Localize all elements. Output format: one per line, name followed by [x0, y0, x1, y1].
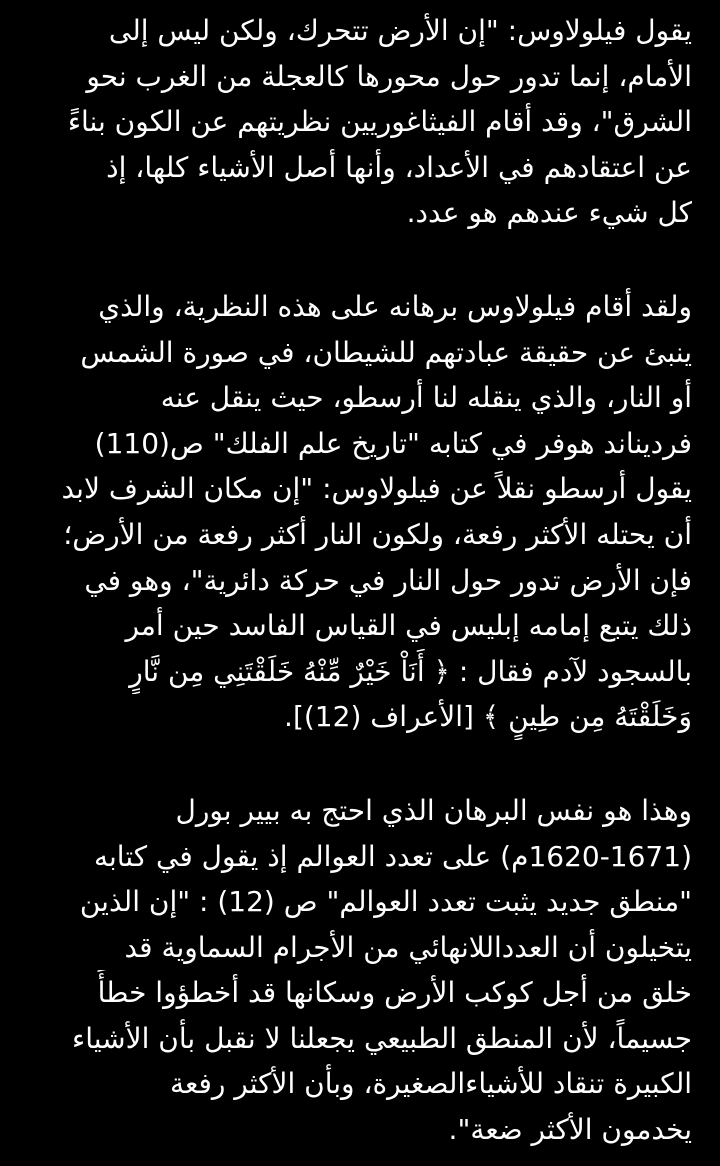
text-line: أو النار، والذي ينقله لنا أرسطو، حيث ينقل عنه: [160, 381, 692, 415]
text-line: ولقد أقام فيلولاوس برهانه على هذه النظرية، والذي: [98, 289, 692, 323]
text-line: وهذا هو نفس البرهان الذي احتج به بيير بورل: [175, 793, 692, 827]
text-line: خلق من أجل كوكب الأرض وسكانها قد أخطؤوا خطأً: [97, 976, 692, 1010]
text-line: الشرق"، وقد أقام الفيثاغوريين نظريتهم عن الكون بناءً: [67, 105, 692, 139]
paragraph-spacer: [48, 740, 692, 788]
text-line: يقول أرسطو نقلاً عن فيلولاوس: "إن مكان الشرف لابد: [61, 472, 692, 506]
text-line: (1620-1671م) على تعدد العوالم إذ يقول في كتابه: [94, 839, 692, 873]
text-line: يقول فيلولاوس: "إن الأرض تتحرك، ولكن ليس إلى: [108, 14, 692, 47]
text-line: عن اعتقادهم في الأعداد، وأنها أصل الأشياء كلها، إذ: [106, 150, 692, 184]
text-line: يتخيلون أن العدداللانهائي من الأجرام السماوية قد: [124, 930, 692, 964]
text-line: وَخَلَقْتَهُ مِن طِينٍ ﴾ [الأعراف (12)].: [284, 700, 692, 734]
paragraph-1: [48, 8, 692, 236]
text-line: الكبيرة تنقاد للأشياءالصغيرة، وبأن الأكثر رفعة: [169, 1067, 692, 1101]
text-line: ينبئ عن حقيقة عبادتهم للشيطان، في صورة الشمس: [80, 335, 692, 369]
paragraph-spacer: [48, 236, 692, 284]
text-line: ذلك يتبع إمامه إبليس في القياس الفاسد حين أمر: [125, 609, 692, 643]
paragraph-2: [48, 284, 692, 740]
text-line: فرديناند هوفر في كتابه "تاريخ علم الفلك" ص(110): [94, 426, 692, 460]
text-line: بالسجود لآدم فقال : ﴿ أَنَاْ خَيْرٌ مِّنْهُ خَلَقْتَنِي مِن نَّارٍ: [129, 654, 692, 688]
text-line: أن يحتله الأكثر رفعة، ولكون النار أكثر رفعة من الأرض؛: [63, 517, 692, 551]
text-line: "منطق جديد يثبت تعدد العوالم" ص (12) : "إن الذين: [79, 885, 692, 919]
text-line: الأمام، إنما تدور حول محورها كالعجلة من الغرب نحو: [86, 59, 692, 93]
text-line: يخدمون الأكثر ضعة".: [448, 1113, 692, 1147]
text-line: فإن الأرض تدور حول النار في حركة دائرية"، وهو في: [84, 563, 692, 597]
text-line: كل شيء عندهم هو عدد.: [406, 196, 692, 230]
paragraph-3: [48, 788, 692, 1153]
text-line: جسيماً، لأن المنطق الطبيعي يجعلنا لا نقبل بأن الأشياء: [72, 1021, 692, 1055]
